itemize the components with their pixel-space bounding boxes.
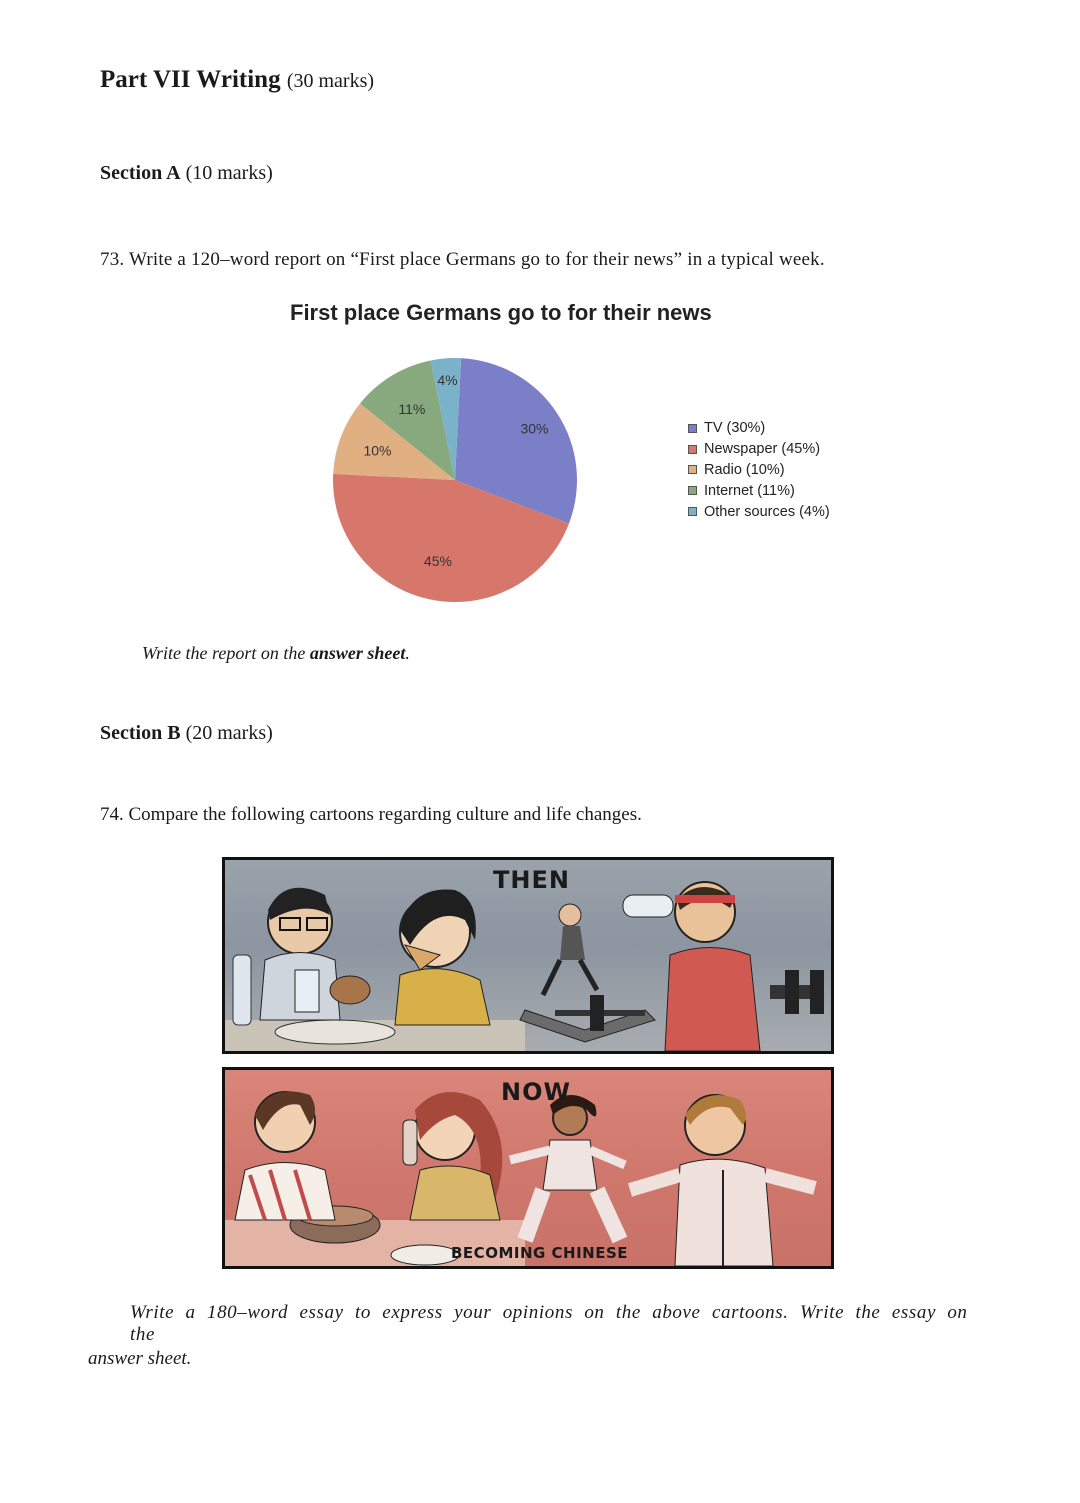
legend-swatch: [688, 486, 697, 495]
legend-label: Newspaper (45%): [704, 441, 821, 458]
part-title-text: Part VII Writing: [100, 66, 281, 93]
question-74: 74. Compare the following cartoons regarding culture and life changes.: [100, 804, 642, 825]
legend-swatch: [688, 465, 697, 474]
legend-label: Other sources (4%): [704, 503, 830, 520]
then-label: THEN: [493, 866, 570, 894]
section-a-heading: [100, 162, 273, 185]
legend-label: Internet (11%): [704, 482, 795, 499]
legend-item-newspaper: [688, 439, 830, 460]
section-b-marks: (20 marks): [185, 722, 273, 744]
pie-label-newspaper: 45%: [423, 553, 452, 570]
part-marks: (30 marks): [286, 70, 375, 92]
chart-title: First place Germans go to for their news: [290, 300, 712, 325]
legend-item-radio: [688, 460, 830, 481]
cartoon-now-panel: [222, 1067, 834, 1269]
section-a-marks: (10 marks): [185, 162, 273, 184]
section-b-title: Section B: [100, 722, 181, 744]
write73-bold: answer sheet: [309, 643, 406, 663]
essay-instruction-line1: Write a 180–word essay to express your opinions on the above cartoons. Write the essay on the: [130, 1302, 968, 1345]
part-title: [100, 66, 374, 94]
write73-prefix: Write the report on the: [142, 643, 310, 663]
cartoon-then-panel: [222, 857, 834, 1054]
section-b-heading: [100, 722, 273, 745]
pie-label-tv: 30%: [520, 420, 549, 437]
now-caption: BECOMING CHINESE: [451, 1244, 629, 1262]
legend-swatch: [688, 507, 697, 516]
write73-suffix: .: [405, 643, 410, 663]
legend-item-internet: [688, 480, 830, 501]
pie-chart: [325, 345, 585, 615]
pie-label-other-sources: 4%: [437, 372, 458, 389]
legend-swatch: [688, 445, 697, 454]
legend-item-other: [688, 501, 830, 522]
section-a-title: Section A: [100, 162, 181, 184]
legend-label: Radio (10%): [704, 461, 785, 478]
legend-label: TV (30%): [704, 420, 766, 437]
pie-label-internet: 11%: [398, 401, 426, 418]
legend-swatch: [688, 424, 697, 433]
legend-item-tv: [688, 418, 830, 439]
chart-legend: [688, 418, 830, 522]
write-report-instruction: [142, 643, 410, 664]
pie-label-radio: 10%: [363, 442, 392, 459]
essay-instruction-line2: answer sheet.: [88, 1348, 192, 1369]
question-73: 73. Write a 120–word report on “First place Germans go to for their news” in a typical week.: [100, 249, 825, 270]
now-label: NOW: [501, 1078, 571, 1106]
